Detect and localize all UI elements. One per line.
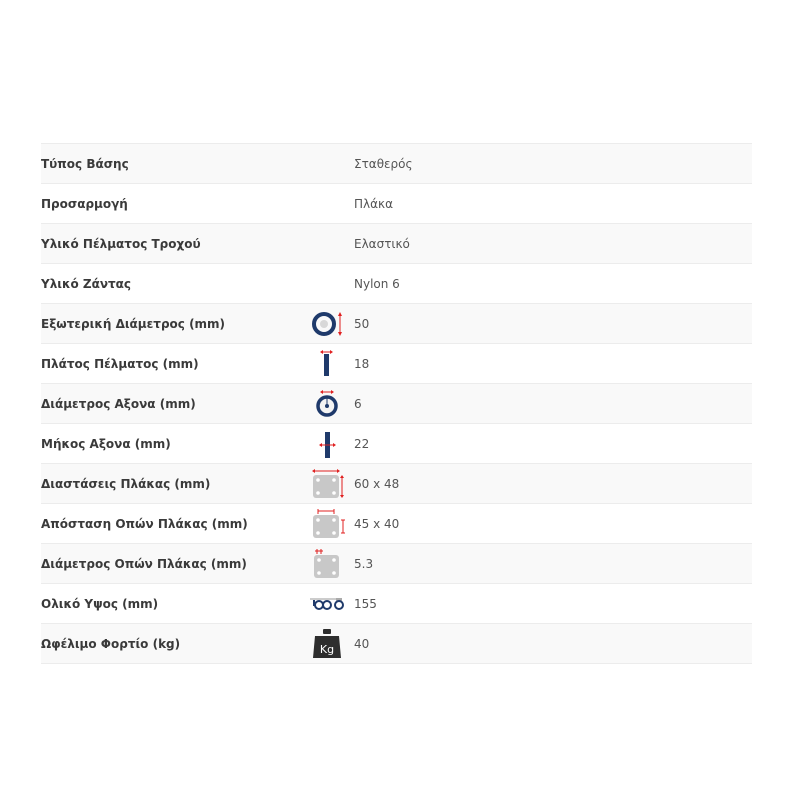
spec-row-base-type: [41, 144, 752, 184]
spec-row-plate-hole-diameter: [41, 544, 752, 584]
spec-label: Διάμετρος Αξονα (mm): [41, 396, 196, 411]
spec-label: Ωφέλιμο Φορτίο (kg): [41, 636, 181, 651]
spec-value: 40: [354, 636, 370, 651]
spec-value: 45 x 40: [354, 516, 400, 531]
axle-length-icon: [306, 428, 346, 460]
wheel-outer-diameter-icon: [306, 308, 346, 340]
spec-label: Διάμετρος Οπών Πλάκας (mm): [41, 556, 247, 571]
plate-hole-spacing-icon: [306, 508, 346, 540]
spec-row-outer-diameter: [41, 304, 752, 344]
spec-label: Ολικό Υψος (mm): [41, 596, 159, 611]
spec-value: 60 x 48: [354, 476, 400, 491]
tread-width-icon: [306, 348, 346, 380]
spec-label: Πλάτος Πέλματος (mm): [41, 356, 199, 371]
spec-row-tread-width: [41, 344, 752, 384]
spec-value: Σταθερός: [354, 156, 413, 171]
total-height-icon: [306, 588, 346, 620]
axle-diameter-icon: [306, 388, 346, 420]
spec-label: Προσαρμογή: [41, 196, 128, 211]
spec-value: Πλάκα: [354, 196, 394, 211]
spec-label: Απόσταση Οπών Πλάκας (mm): [41, 516, 248, 531]
spec-value: 22: [354, 436, 370, 451]
plate-hole-diameter-icon: [306, 548, 346, 580]
spec-label: Υλικό Πέλματος Τροχού: [41, 236, 201, 251]
spec-row-plate-dimensions: [41, 464, 752, 504]
spec-row-load-capacity: [41, 624, 752, 664]
spec-row-mounting: [41, 184, 752, 224]
spec-row-rim-material: [41, 264, 752, 304]
spec-row-axle-length: [41, 424, 752, 464]
spec-value: Ελαστικό: [354, 236, 410, 251]
plate-dimensions-icon: [306, 468, 346, 500]
spec-value: Nylon 6: [354, 276, 400, 291]
spec-label: Εξωτερική Διάμετρος (mm): [41, 316, 226, 331]
spec-value: 50: [354, 316, 370, 331]
spec-label: Τύπος Βάσης: [41, 156, 129, 171]
spec-row-tread-material: [41, 224, 752, 264]
spec-label: Διαστάσεις Πλάκας (mm): [41, 476, 211, 491]
spec-row-total-height: [41, 584, 752, 624]
load-capacity-icon: [306, 626, 346, 660]
spec-value: 6: [354, 396, 362, 411]
weight-badge-text: Kg: [319, 643, 335, 656]
spec-label: Υλικό Ζάντας: [41, 276, 132, 291]
spec-table: [41, 143, 752, 664]
spec-row-plate-hole-spacing: [41, 504, 752, 544]
spec-value: 18: [354, 356, 370, 371]
spec-value: 5.3: [354, 556, 374, 571]
spec-label: Μήκος Αξονα (mm): [41, 436, 171, 451]
spec-value: 155: [354, 596, 377, 611]
spec-row-axle-diameter: [41, 384, 752, 424]
